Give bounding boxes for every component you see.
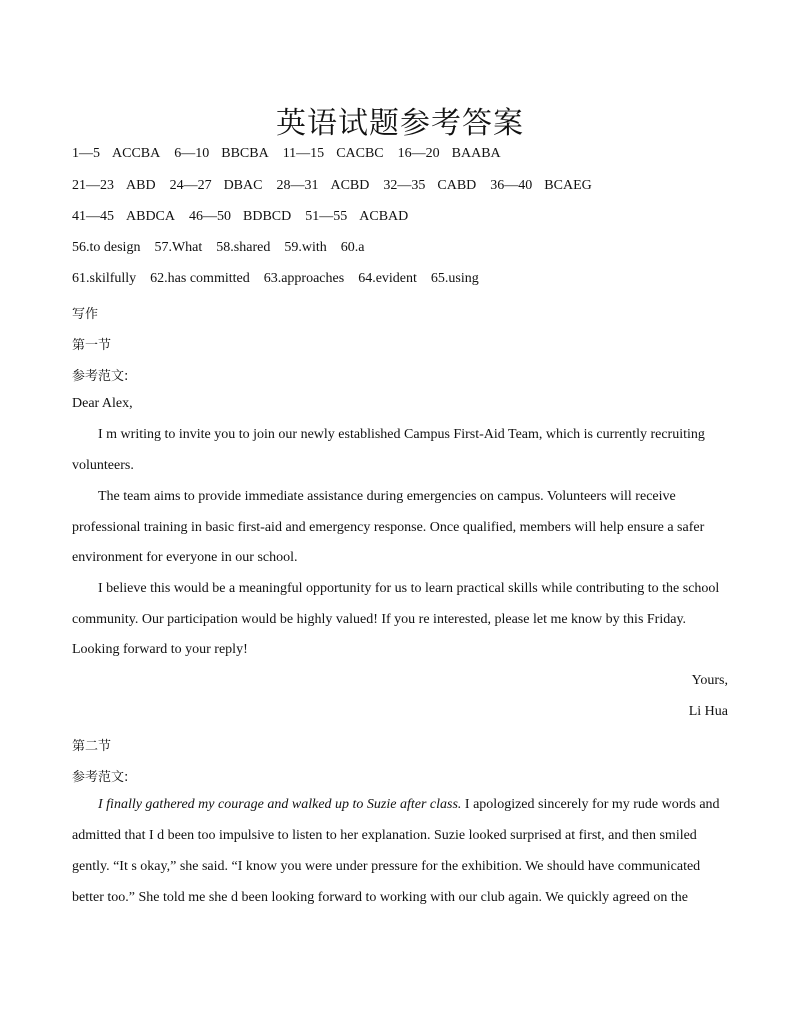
paragraph-line: volunteers.	[72, 458, 134, 473]
answer-range: 28—31	[276, 178, 319, 193]
answer-word: 57.What	[154, 240, 203, 255]
answer-row-5	[72, 271, 493, 287]
paragraph-line: professional training in basic first-aid and emergency response. Once qualified, members will help ensure a safer	[72, 520, 705, 535]
italic-opening-sentence: I finally gathered my courage and walked up to Suzie after class.	[98, 797, 462, 812]
answer-letters: CACBC	[336, 146, 384, 161]
answer-range: 6—10	[174, 146, 210, 161]
answer-word: 62.has committed	[150, 271, 250, 286]
answer-range: 41—45	[72, 209, 114, 224]
section1-heading: 第一节	[72, 338, 112, 353]
answer-row-2	[72, 178, 606, 194]
answer-range: 51—55	[305, 209, 348, 224]
answer-letters: CABD	[437, 178, 477, 193]
answer-range: 21—23	[72, 178, 114, 193]
answer-letters: BBCBA	[221, 146, 269, 161]
answer-word: 56.to design	[72, 240, 141, 255]
letter-closing: Yours,	[691, 673, 728, 688]
section2-heading: 第二节	[72, 739, 112, 754]
paragraph-line	[98, 797, 720, 813]
paragraph-line: better too.” She told me she d been looking forward to working with our club again. We quickly agreed on the	[72, 890, 689, 905]
answer-range: 11—15	[282, 146, 325, 161]
answer-range: 32—35	[383, 178, 426, 193]
answer-row-4	[72, 240, 378, 256]
paragraph-line: I believe this would be a meaningful opportunity for us to learn practical skills while contributing to the school	[98, 581, 720, 596]
letter-signature: Li Hua	[688, 704, 728, 719]
answer-row-1	[72, 146, 515, 162]
writing-heading: 写作	[72, 307, 99, 322]
answer-letters: BCAEG	[544, 178, 592, 193]
answer-letters: ABD	[126, 178, 156, 193]
section2-sample-label: 参考范文:	[72, 770, 129, 785]
answer-letters: ACBAD	[359, 209, 409, 224]
answer-word: 60.a	[340, 240, 365, 255]
answer-range: 1—5	[72, 146, 100, 161]
answer-word: 65.using	[430, 271, 479, 286]
answer-word: 63.approaches	[263, 271, 345, 286]
answer-word: 59.with	[284, 240, 327, 255]
answer-letters: BAABA	[451, 146, 501, 161]
paragraph-line: community. Our participation would be highly valued! If you re interested, please let me know by this Friday.	[72, 612, 687, 627]
answer-range: 46—50	[189, 209, 232, 224]
answer-word: 61.skilfully	[72, 271, 137, 286]
answer-range: 24—27	[169, 178, 212, 193]
answer-letters: ABDCA	[126, 209, 176, 224]
answer-letters: DBAC	[223, 178, 263, 193]
page-title: 英语试题参考答案	[276, 106, 524, 141]
paragraph-line: gently. “It s okay,” she said. “I know you were under pressure for the exhibition. We should have communicated	[72, 859, 701, 874]
answer-word: 64.evident	[358, 271, 417, 286]
paragraph-line: environment for everyone in our school.	[72, 550, 298, 565]
paragraph-line: Looking forward to your reply!	[72, 642, 248, 657]
letter-salutation: Dear Alex,	[72, 396, 133, 411]
answer-word: 58.shared	[216, 240, 271, 255]
section1-sample-label: 参考范文:	[72, 369, 129, 384]
answer-letters: ACCBA	[112, 146, 161, 161]
answer-letters: ACBD	[330, 178, 370, 193]
paragraph-line: admitted that I d been too impulsive to listen to her explanation. Suzie looked surprised at first, and then smiled	[72, 828, 697, 843]
answer-letters: BDBCD	[243, 209, 292, 224]
answer-range: 36—40	[490, 178, 533, 193]
answer-row-3	[72, 209, 422, 225]
paragraph-line: I m writing to invite you to join our newly established Campus First-Aid Team, which is currently recruiting	[98, 427, 705, 442]
sentence-continuation: I apologized sincerely for my rude words and	[461, 797, 720, 812]
answer-range: 16—20	[397, 146, 440, 161]
paragraph-line: The team aims to provide immediate assistance during emergencies on campus. Volunteers will receive	[98, 489, 676, 504]
